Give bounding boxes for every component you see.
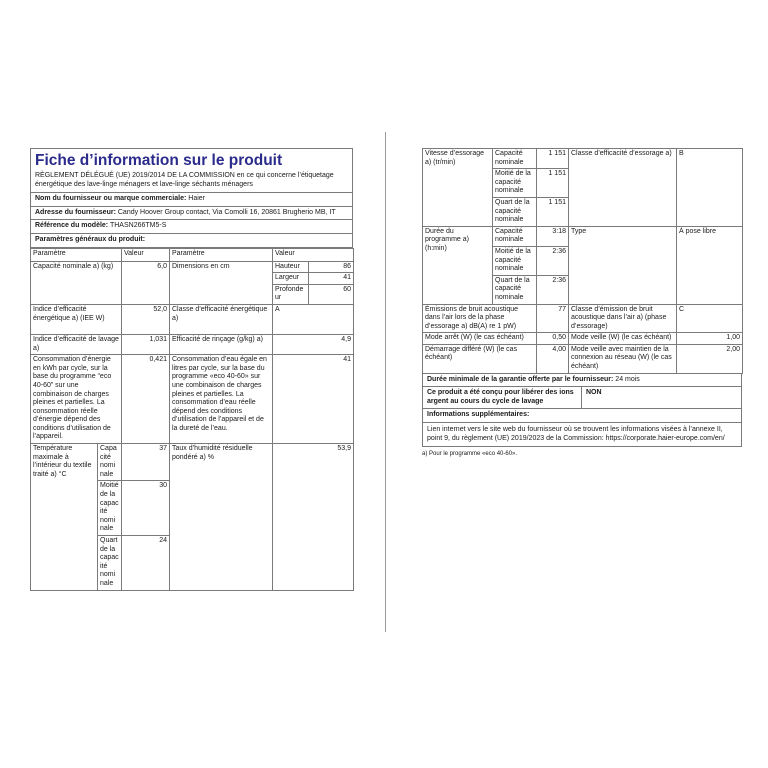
height-label: Hauteur (273, 261, 309, 273)
spin-half-value: 1 151 (537, 169, 569, 198)
delay-start-value: 4,00 (537, 344, 569, 373)
ions-value: NON (586, 389, 602, 397)
duration-half-label: Moitié de la capacité nominale (493, 246, 537, 275)
table-header-row (31, 248, 354, 261)
duration-rated-value: 3:18 (537, 226, 569, 246)
model-line (30, 220, 353, 234)
temp-rated-label: Capacité nominale (98, 444, 122, 481)
depth-value: 60 (309, 284, 354, 304)
address-line (30, 207, 353, 221)
extra-info-heading: Informations supplémentaires: (422, 409, 742, 423)
right-page (422, 148, 742, 458)
spin-quarter-label: Quart de la capacité nominale (493, 197, 537, 226)
duration-rated-label: Capacité nominale (493, 226, 537, 246)
right-params-table (422, 148, 743, 374)
table-row (31, 334, 354, 354)
page-divider (385, 132, 386, 632)
duration-quarter-value: 2:36 (537, 275, 569, 304)
capacity-value: 6,0 (122, 261, 170, 304)
height-value: 86 (309, 261, 354, 273)
table-row (31, 355, 354, 444)
spin-quarter-value: 1 151 (537, 197, 569, 226)
capacity-label: Capacité nominale a) (kg) (31, 261, 122, 304)
header-param: Paramètre (31, 248, 122, 261)
temp-rated-value: 37 (122, 444, 170, 481)
off-mode-value: 0,50 (537, 333, 569, 345)
header-value-2: Valeur (273, 248, 354, 261)
moisture-label: Taux d’humidité résiduelle pondéré a) % (170, 444, 273, 591)
noise-value: 77 (537, 304, 569, 333)
duration-label: Durée du programme a) (h:min) (423, 226, 493, 304)
spin-rated-label: Capacité nominale (493, 149, 537, 169)
supplier-line (30, 193, 353, 207)
address-value: Candy Hoover Group contact, Via Comolli 16, 20861 Brugherio MB, IT (117, 208, 336, 216)
footnote: a) Pour le programme «eco 40-60». (422, 451, 518, 458)
table-row (31, 444, 354, 481)
warranty-line (422, 374, 742, 388)
table-row (423, 149, 743, 169)
duration-half-value: 2:36 (537, 246, 569, 275)
model-label: Référence du modèle: (35, 222, 109, 230)
energy-class-value: A (273, 304, 354, 334)
network-standby-value: 2,00 (677, 344, 743, 373)
energy-class-label: Classe d’efficacité énergétique a) (170, 304, 273, 334)
width-value: 41 (309, 273, 354, 285)
width-label: Largeur (273, 273, 309, 285)
spin-label: Vitesse d’essorage a) (tr/min) (423, 149, 493, 227)
general-params-table (30, 248, 354, 591)
spin-class-label: Classe d’efficacité d’essorage a) (569, 149, 677, 227)
spin-half-label: Moitié de la capacité nominale (493, 169, 537, 198)
page-title: Fiche d’information sur le produit (35, 152, 283, 169)
ions-line (422, 387, 742, 409)
regulation-text: RÈGLEMENT DÉLÉGUÉ (UE) 2019/2014 DE LA COMMISSION en ce qui concerne l’étiquetage énergétique des lave-linge ménagers et lave-linge séchants ménagers (35, 172, 334, 188)
table-row (31, 261, 354, 273)
general-params-heading: Paramètres généraux du produit: (30, 234, 353, 248)
warranty-value: 24 mois (615, 375, 640, 383)
ions-label: Ce produit a été conçu pour libérer des ions argent au cours du cycle de lavage (423, 387, 582, 408)
eei-value: 52,0 (122, 304, 170, 334)
eei-label: Indice d’efficacité énergétique a) (IEE W) (31, 304, 122, 334)
network-standby-label: Mode veille avec maintien de la connexion au réseau (W) (le cas échéant) (569, 344, 677, 373)
moisture-value: 53,9 (273, 444, 354, 591)
header-param-2: Paramètre (170, 248, 273, 261)
header-box (30, 148, 353, 193)
noise-class-value: C (677, 304, 743, 333)
supplier-label: Nom du fournisseur ou marque commerciale: (35, 195, 187, 203)
duration-quarter-label: Quart de la capacité nominale (493, 275, 537, 304)
standby-value: 1,00 (677, 333, 743, 345)
water-consumption-value: 41 (273, 355, 354, 444)
table-row (423, 333, 743, 345)
table-row (423, 226, 743, 246)
spin-rated-value: 1 151 (537, 149, 569, 169)
wash-index-value: 1,031 (122, 334, 170, 354)
type-value: À pose libre (677, 226, 743, 304)
delay-start-label: Démarrage différé (W) (le cas échéant) (423, 344, 537, 373)
model-value: THASN266TM5-S (109, 222, 167, 230)
left-page (30, 148, 353, 591)
energy-consumption-value: 0,421 (122, 355, 170, 444)
wash-index-label: Indice d’efficacité de lavage a) (31, 334, 122, 354)
temp-quarter-value: 24 (122, 536, 170, 591)
depth-label: Profondeur (273, 284, 309, 304)
noise-class-label: Classe d’émission de bruit acoustique dans l’air a) (phase d’essorage) (569, 304, 677, 333)
extra-info-link: Lien internet vers le site web du fournisseur où se trouvent les informations visées à l’annexe II, point 9, du règlement (UE) 2019/2023 de la Commission: https://corporate.haier-europe.com/en/ (422, 423, 742, 447)
table-row (423, 344, 743, 373)
noise-label: Émissions de bruit acoustique dans l’air lors de la phase d’essorage a) dB(A) re 1 pW) (423, 304, 537, 333)
rinse-value: 4,9 (273, 334, 354, 354)
dimensions-label: Dimensions en cm (170, 261, 273, 304)
table-row (423, 304, 743, 333)
type-label: Type (569, 226, 677, 304)
temp-quarter-label: Quart de la capacité nominale (98, 536, 122, 591)
water-consumption-label: Consommation d’eau égale en litres par cycle, sur la base du programme «eco 40-60» sur une combinaison de charges pleines et partielles. La consommation d’eau réelle dépend des conditions d’utilisation de l’appareil et de la dureté de l’eau. (170, 355, 273, 444)
address-label: Adresse du fournisseur: (35, 208, 116, 216)
standby-label: Mode veille (W) (le cas échéant) (569, 333, 677, 345)
table-row (31, 304, 354, 334)
energy-consumption-label: Consommation d’énergie en kWh par cycle, sur la base du programme “eco 40-60” sur une combinaison de charges pleines et partielles. La consommation réelle d’énergie dépend des conditions d’utilisation de l’appareil. (31, 355, 122, 444)
temperature-label: Température maximale à l’intérieur du textile traité a) °C (31, 444, 98, 591)
warranty-label: Durée minimale de la garantie offerte par le fournisseur: (427, 375, 614, 383)
temp-half-value: 30 (122, 481, 170, 536)
off-mode-label: Mode arrêt (W) (le cas échéant) (423, 333, 537, 345)
header-value: Valeur (122, 248, 170, 261)
supplier-value: Haier (188, 195, 205, 203)
rinse-label: Efficacité de rinçage (g/kg) a) (170, 334, 273, 354)
spin-class-value: B (677, 149, 743, 227)
temp-half-label: Moitié de la capacité nominale (98, 481, 122, 536)
